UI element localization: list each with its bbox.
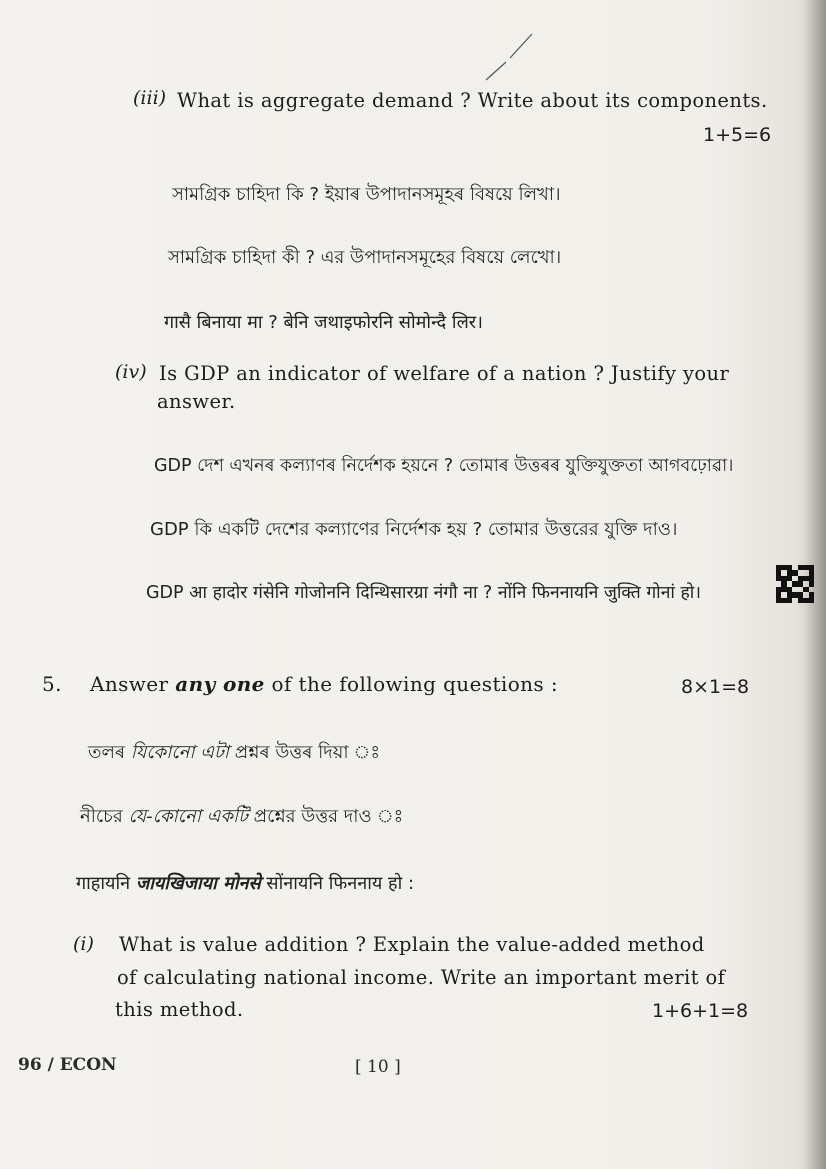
q4-text-line2: answer. [157, 390, 236, 413]
page-number: [ 10 ] [355, 1057, 401, 1077]
q5-text-emphasis: any one [175, 672, 265, 696]
q4-text-line1: Is GDP an indicator of welfare of a nation ? Justify your [159, 362, 730, 385]
q5-assamese-post: প্রশ্নৰ উত্তৰ দিয়া ঃ [234, 742, 380, 763]
q4-bodo: GDP आ हादोर गंसेनि गोजोननि दिन्थिसारग्रा नंगौ ना ? नोंनि फिननायनि जुक्ति गोनां हो। [146, 583, 701, 603]
q3-assamese: সামগ্রিক চাহিদা কি ? ইয়াৰ উপাদানসমূহৰ বিষয়ে লিখা। [172, 184, 561, 205]
q4-assamese: GDP দেশ এখনৰ কল্যাণৰ নির্দেশক হয়নে ? তোমাৰ উত্তৰৰ যুক্তিযুক্ততা আগবঢ়োৱা। [154, 456, 734, 476]
q5-text-pre: Answer [90, 672, 169, 696]
q5-assamese-emphasis: যিকোনো এটা [130, 742, 229, 763]
q5-i-number: (i) [73, 933, 94, 955]
q5-assamese [88, 738, 380, 769]
q5-bengali [80, 802, 403, 833]
q3-number: (iii) [133, 87, 167, 109]
q5-marks: 8×1=8 [681, 676, 750, 698]
qr-code-icon [776, 565, 814, 603]
q4-number: (iv) [115, 361, 147, 383]
q5-bodo-pre: गाहायनि [76, 873, 131, 894]
q3-bodo: गासै बिनाया मा ? बेनि जथाइफोरनि सोमोन्दै लिर। [164, 312, 483, 333]
q5-i-line3: this method. [115, 998, 244, 1021]
q5-bodo-post: सोंनायनि फिननाय हो : [266, 873, 415, 894]
q5-text-post: of the following questions : [271, 672, 558, 696]
q5-assamese-pre: তলৰ [88, 742, 126, 763]
q3-marks: 1+5=6 [703, 124, 772, 146]
q5-bodo-emphasis: जायखिजाया मोनसे [135, 873, 261, 894]
q4-bengali: GDP কি একটি দেশের কল্যাণের নির্দেশক হয় ? তোমার উত্তরের যুক্তি দাও। [150, 519, 678, 540]
q5-bodo [76, 871, 414, 895]
q3-bengali: সামগ্রিক চাহিদা কী ? এর উপাদানসমূহের বিষয়ে লেখো। [168, 247, 562, 268]
paper-code: 96 / ECON [18, 1055, 117, 1075]
q5-bengali-emphasis: যে-কোনো একটি [128, 806, 248, 827]
q5-number: 5. [42, 672, 62, 696]
q5-text [90, 672, 558, 696]
pen-mark [480, 28, 540, 84]
q5-i-marks: 1+6+1=8 [652, 1000, 749, 1022]
q5-i-line2: of calculating national income. Write an important merit of [117, 966, 726, 989]
q5-i-line1: What is value addition ? Explain the value-added method [119, 933, 705, 956]
q3-text: What is aggregate demand ? Write about its components. [177, 89, 768, 112]
q5-bengali-pre: নীচের [80, 806, 123, 827]
q5-bengali-post: প্রশ্নের উত্তর দাও ঃ [253, 806, 404, 827]
